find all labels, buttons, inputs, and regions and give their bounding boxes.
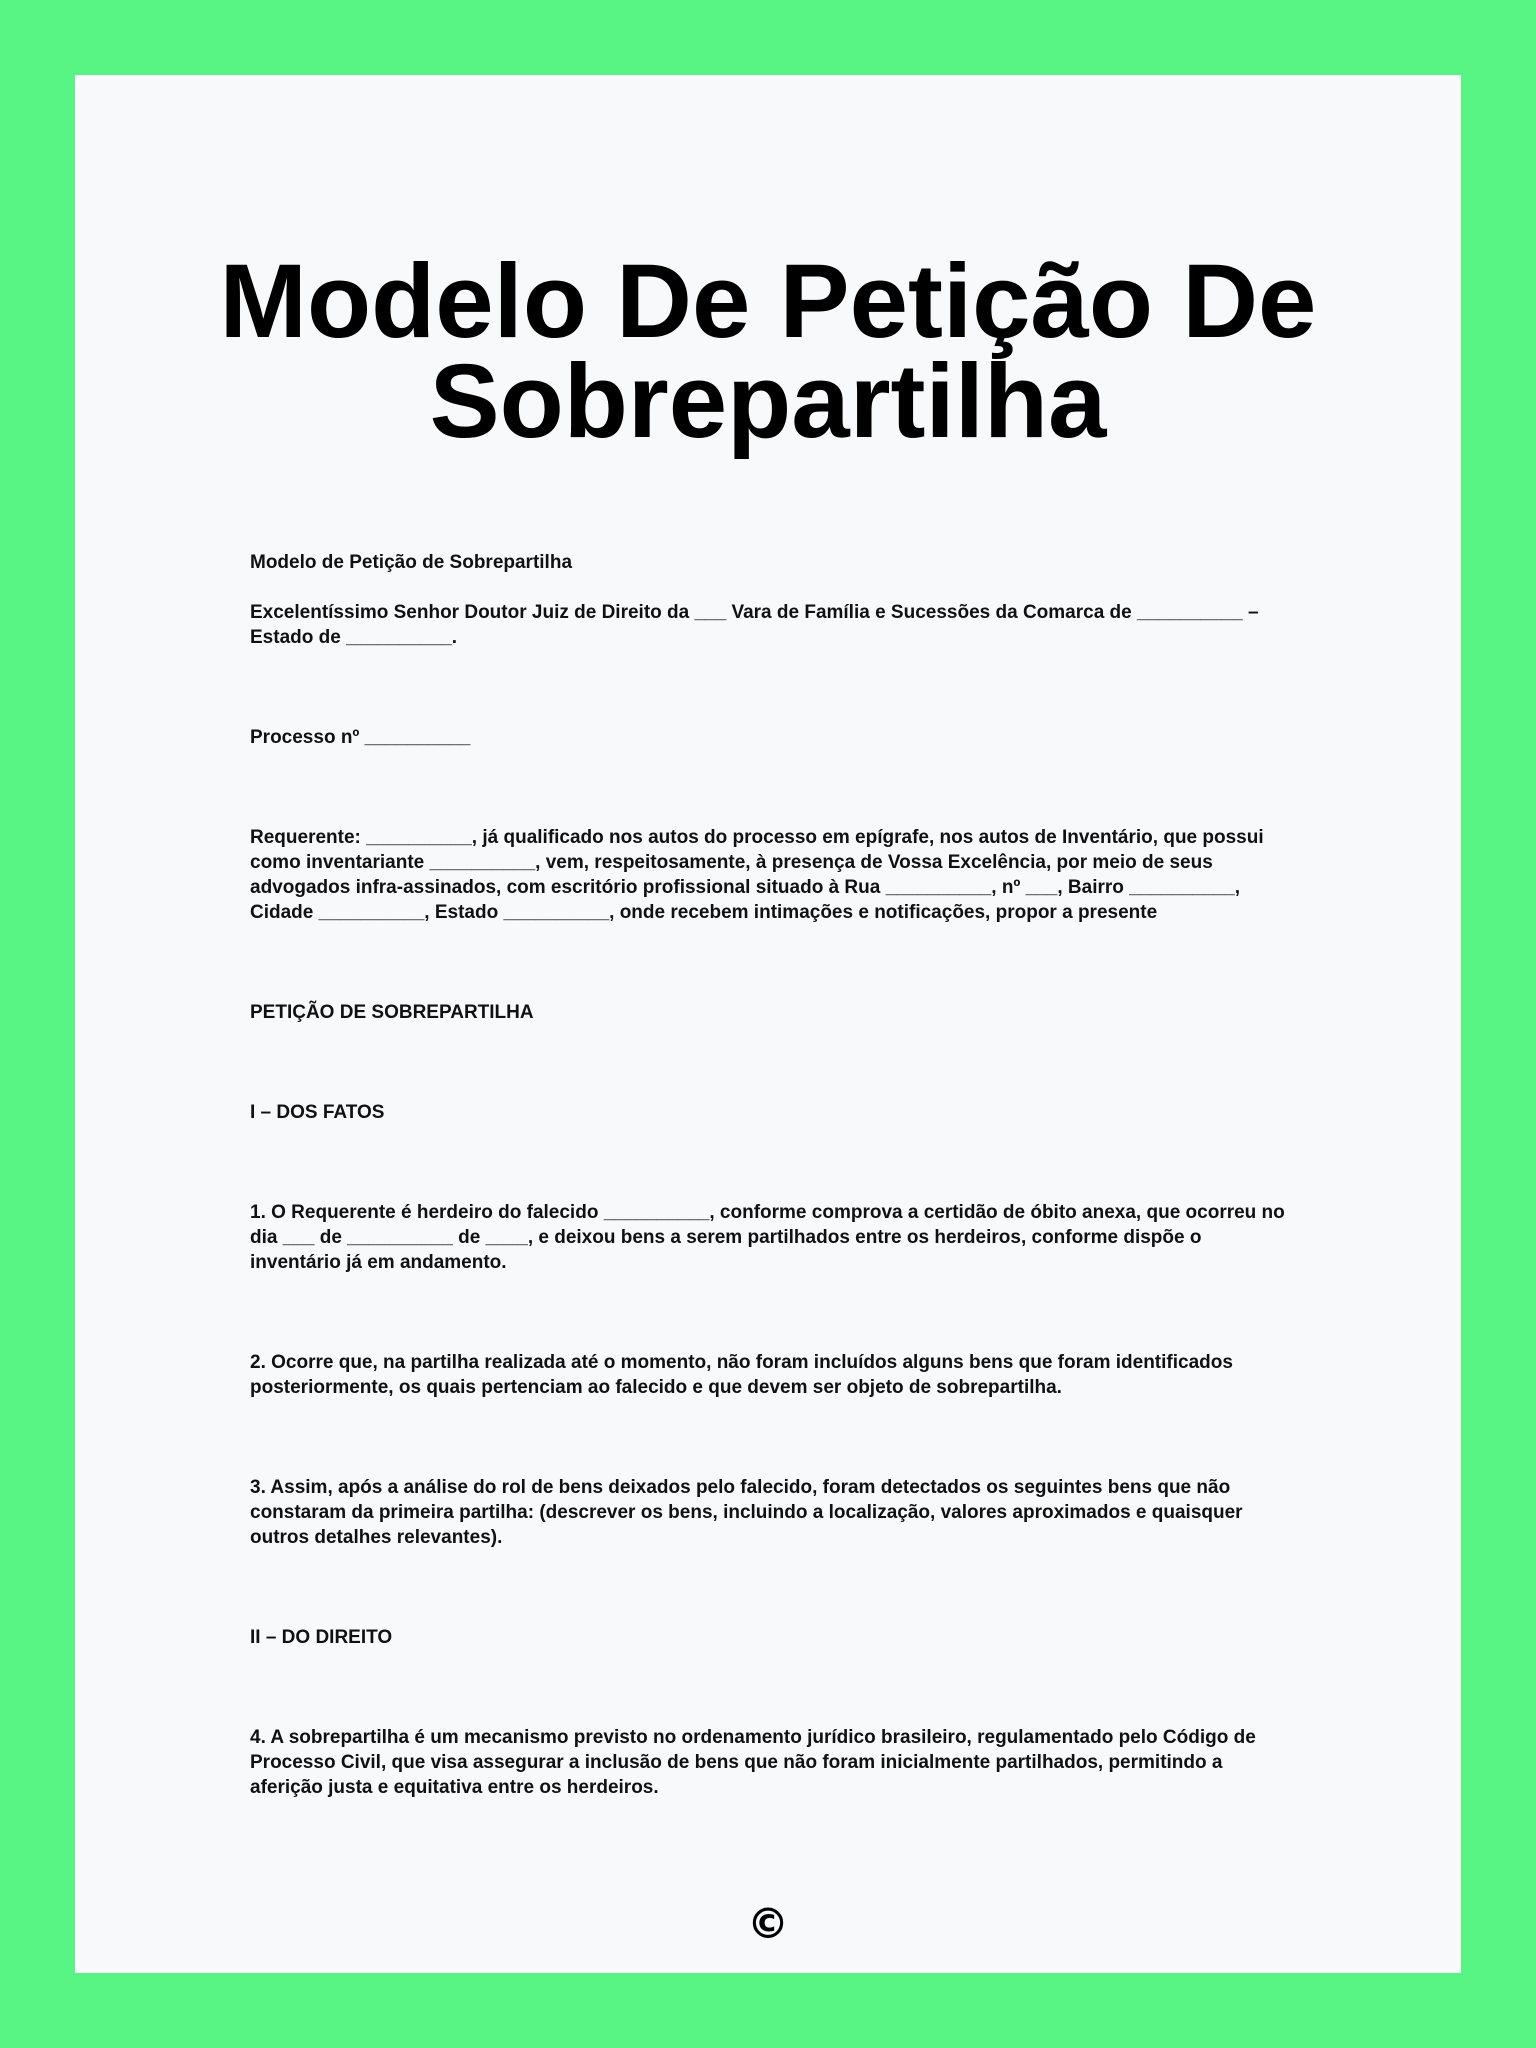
section-heading-fatos: I – DOS FATOS <box>250 1102 385 1123</box>
paragraph-item-3: 3. Assim, após a análise do rol de bens deixados pelo falecido, foram detectados os seguintes bens que não constaram da primeira partilha: (descrever os bens, incluindo a localização, valores aproximados e quaisquer outros detalhes relevantes). <box>250 1477 1243 1548</box>
paragraph-item-4: 4. A sobrepartilha é um mecanismo previsto no ordenamento jurídico brasileiro, regulamentado pelo Código de Processo Civil, que visa assegurar a inclusão de bens que não foram inicialmente partilhados, permitindo a aferição justa e equitativa entre os herdeiros. <box>250 1727 1256 1798</box>
document-body <box>250 550 1290 1800</box>
paragraph-addressee: Excelentíssimo Senhor Doutor Juiz de Direito da ___ Vara de Família e Sucessões da Comarca de __________ – Estado de __________. <box>250 602 1259 648</box>
section-heading-peticao: PETIÇÃO DE SOBREPARTILHA <box>250 1002 534 1023</box>
document-page <box>75 75 1461 1973</box>
paragraph-process-number: Processo nº __________ <box>250 727 471 748</box>
paragraph-requerente: Requerente: __________, já qualificado nos autos do processo em epígrafe, nos autos de Inventário, que possui como inventariante __________, vem, respeitosamente, à presença de Vossa Excelência, por meio de seus advogados infra-assinados, com escritório profissional situado à Rua __________, nº ___, Bairro __________, Cidade __________, Estado __________, onde recebem intimações e notificações, propor a presente <box>250 827 1264 923</box>
paragraph-item-1: 1. O Requerente é herdeiro do falecido __________, conforme comprova a certidão de óbito anexa, que ocorreu no dia ___ de __________ de ____, e deixou bens a serem partilhados entre os herdeiros, conforme dispõe o inventário já em andamento. <box>250 1202 1285 1273</box>
document-title: Modelo De Petição De Sobrepartilha <box>219 243 1317 460</box>
copyright-icon: © <box>747 1899 789 1948</box>
paragraph-item-2: 2. Ocorre que, na partilha realizada até o momento, não foram incluídos alguns bens que foram identificados posteriormente, os quais pertenciam ao falecido e que devem ser objeto de sobrepartilha. <box>250 1352 1233 1398</box>
paragraph-heading: Modelo de Petição de Sobrepartilha <box>250 552 573 573</box>
section-heading-direito: II – DO DIREITO <box>250 1627 393 1648</box>
